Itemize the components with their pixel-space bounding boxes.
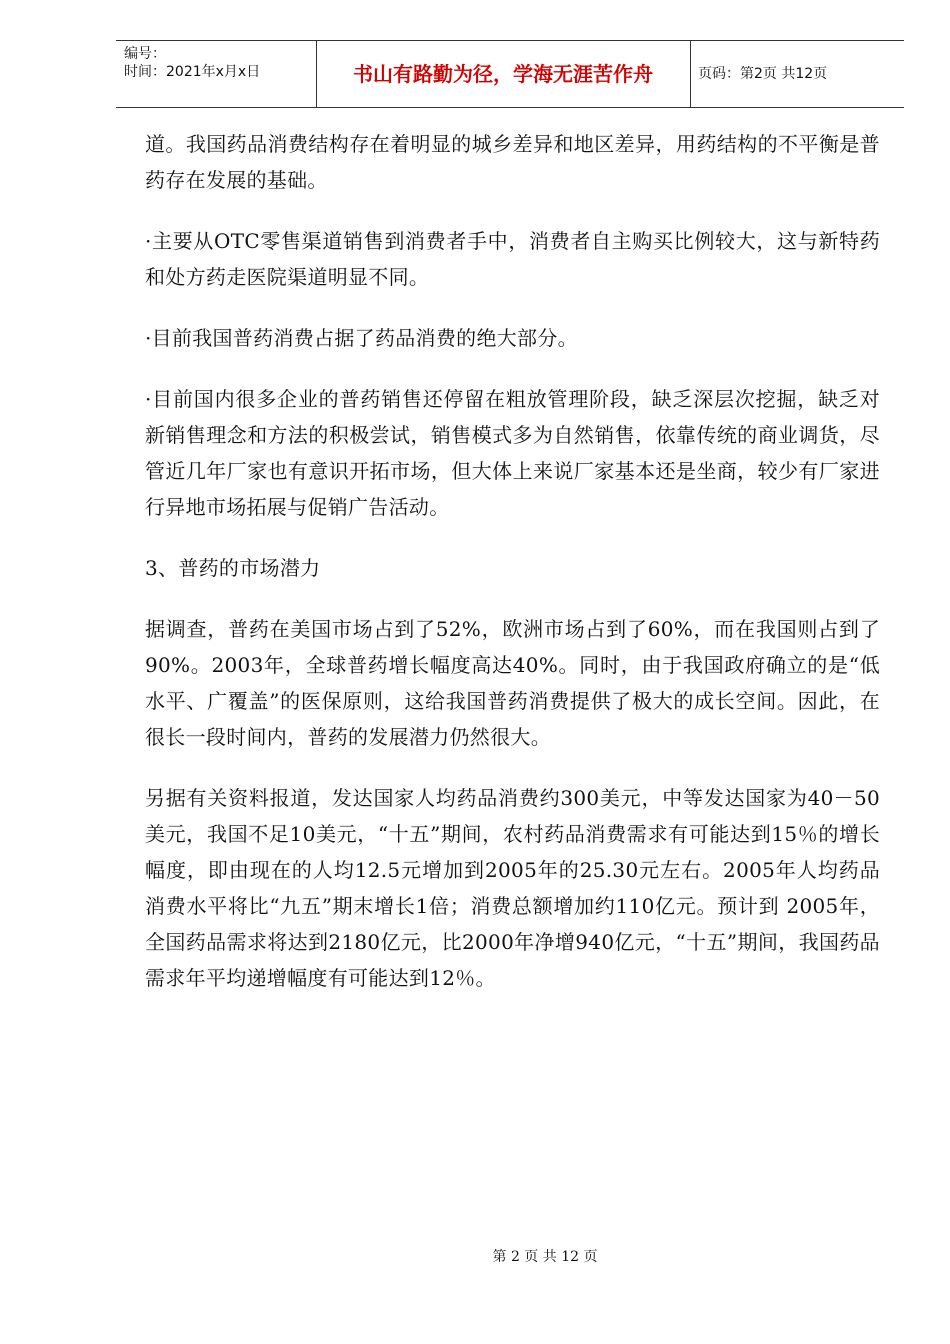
section-heading: 3、普药的市场潜力 [145, 556, 321, 580]
header-page-info: 页码：第2页 共12页 [698, 66, 828, 82]
page-header [116, 40, 904, 108]
paragraph-1: 道。我国药品消费结构存在着明显的城乡差异和地区差异，用药结构的不平衡是普药存在发展的基础。 [145, 132, 880, 192]
time-label: 时间：2021年x月x日 [124, 64, 261, 80]
header-meta [124, 45, 260, 81]
header-divider-right [690, 41, 691, 107]
paragraph-bullet-otc: ·主要从OTC零售渠道销售到消费者手中，消费者自主购买比例较大，这与新特药和处方药走医院渠道明显不同。 [145, 229, 880, 289]
page-footer: 第 2 页 共 12 页 [492, 1249, 598, 1265]
header-motto: 书山有路勤为径，学海无涯苦作舟 [353, 62, 653, 86]
paragraph-survey: 据调查，普药在美国市场占到了52%，欧洲市场占到了60%，而在我国则占到了90%。2003年，全球普药增长幅度高达40%。同时，由于我国政府确立的是“低水平、广覆盖”的医保原则，这给我国普药消费提供了极大的成长空间。因此，在很长一段时间内，普药的发展潜力仍然很大。 [145, 617, 880, 749]
paragraph-report: 另据有关资料报道，发达国家人均药品消费约300美元，中等发达国家为40－50美元，我国不足10美元，“十五”期间，农村药品消费需求有可能达到15％的增长幅度，即由现在的人均12.5元增加到2005年的25.30元左右。2005年人均药品消费水平将比“九五”期末增长1倍；消费总额增加约110亿元。预计到 2005年，全国药品需求将达到2180亿元，比2000年净增940亿元，“十五”期间，我国药品需求年平均递增幅度有可能达到12％。 [145, 786, 880, 990]
document-body [145, 126, 880, 1021]
number-label: 编号： [124, 46, 166, 62]
paragraph-bullet-management: ·目前国内很多企业的普药销售还停留在粗放管理阶段，缺乏深层次挖掘，缺乏对新销售理念和方法的积极尝试，销售模式多为自然销售，依靠传统的商业调货，尽管近几年厂家也有意识开拓市场，但大体上来说厂家基本还是坐商，较少有厂家进行异地市场拓展与促销广告活动。 [145, 387, 880, 519]
paragraph-bullet-consumption: ·目前我国普药消费占据了药品消费的绝大部分。 [145, 326, 578, 350]
